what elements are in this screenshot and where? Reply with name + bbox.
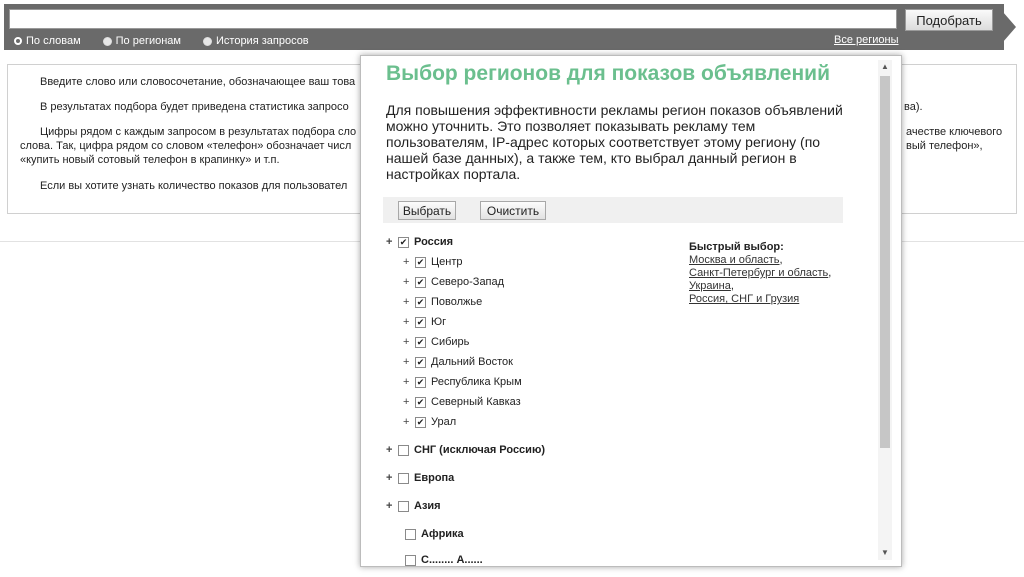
all-regions-link[interactable]: Все регионы bbox=[834, 34, 899, 46]
instruction-text: Если вы хотите узнать количество показов для пользовател bbox=[40, 180, 348, 192]
region-label: Юг bbox=[431, 316, 447, 328]
separator: , bbox=[779, 254, 783, 266]
instruction-text: вый телефон», bbox=[906, 140, 983, 152]
mode-label: По словам bbox=[26, 35, 81, 47]
region-label: С........ А...... bbox=[421, 554, 483, 566]
expand-icon[interactable]: + bbox=[403, 336, 410, 348]
search-bar-arrow bbox=[996, 4, 1016, 50]
radio-selected-icon[interactable] bbox=[14, 37, 22, 45]
dialog-scrollbar[interactable] bbox=[878, 60, 892, 560]
region-item[interactable] bbox=[403, 316, 446, 328]
search-mode-tabs bbox=[14, 34, 331, 48]
quick-link-ukraine[interactable]: Украина bbox=[689, 280, 731, 292]
region-label: Азия bbox=[414, 500, 441, 512]
instruction-text: ва). bbox=[904, 101, 923, 113]
quick-link-russia-cis-georgia[interactable]: Россия, СНГ и Грузия bbox=[689, 293, 800, 305]
checkbox-checked[interactable]: ✔ bbox=[416, 276, 425, 287]
checkbox[interactable] bbox=[405, 555, 416, 566]
region-partial[interactable] bbox=[405, 554, 483, 566]
checkbox[interactable] bbox=[398, 501, 409, 512]
region-item[interactable] bbox=[403, 256, 463, 268]
checkbox-checked[interactable]: ✔ bbox=[416, 256, 425, 267]
region-item[interactable] bbox=[403, 356, 513, 368]
checkbox-checked[interactable]: ✔ bbox=[416, 416, 425, 427]
region-label: Африка bbox=[421, 528, 464, 540]
expand-icon[interactable]: + bbox=[386, 444, 393, 456]
expand-icon[interactable]: + bbox=[403, 296, 410, 308]
region-asia[interactable] bbox=[386, 500, 441, 512]
expand-icon[interactable]: + bbox=[403, 356, 410, 368]
region-label: Урал bbox=[431, 416, 457, 428]
instruction-text: слова. Так, цифра рядом со словом «телефон» обозначает числ bbox=[20, 140, 352, 152]
region-label: СНГ (исключая Россию) bbox=[414, 444, 545, 456]
dialog-toolbar bbox=[383, 197, 843, 223]
radio-icon[interactable] bbox=[103, 37, 112, 46]
instruction-text: Введите слово или словосочетание, обозначающее ваш това bbox=[40, 76, 356, 88]
separator: , bbox=[828, 267, 832, 279]
checkbox[interactable] bbox=[405, 529, 416, 540]
region-item[interactable] bbox=[403, 416, 456, 428]
search-button[interactable]: Подобрать bbox=[905, 9, 993, 31]
checkbox-checked[interactable]: ✔ bbox=[416, 396, 425, 407]
quick-select bbox=[689, 241, 831, 306]
quick-select-title: Быстрый выбор: bbox=[689, 241, 784, 253]
quick-link-spb[interactable]: Санкт-Петербург и область bbox=[689, 267, 829, 279]
checkbox-checked[interactable]: ✔ bbox=[416, 296, 425, 307]
region-label: Поволжье bbox=[431, 296, 483, 308]
expand-icon[interactable]: + bbox=[403, 396, 410, 408]
expand-icon[interactable]: + bbox=[386, 500, 393, 512]
instruction-text: ачестве ключевого bbox=[906, 126, 1003, 138]
region-label: Центр bbox=[431, 256, 463, 268]
instruction-text: В результатах подбора будет приведена статистика запросо bbox=[40, 101, 349, 113]
region-label: Сибирь bbox=[431, 336, 470, 348]
region-europe[interactable] bbox=[386, 472, 454, 484]
region-label: Республика Крым bbox=[431, 376, 522, 388]
checkbox-checked[interactable]: ✔ bbox=[416, 356, 425, 367]
scrollbar-thumb[interactable] bbox=[880, 76, 890, 448]
expand-icon[interactable]: + bbox=[403, 316, 410, 328]
checkbox[interactable] bbox=[398, 473, 409, 484]
region-label: Европа bbox=[414, 472, 455, 484]
region-item[interactable] bbox=[403, 296, 482, 308]
mode-by-regions[interactable] bbox=[103, 34, 181, 48]
select-button[interactable]: Выбрать bbox=[398, 201, 456, 220]
region-selection-dialog bbox=[360, 55, 902, 567]
scroll-up-icon[interactable]: ▲ bbox=[881, 62, 889, 71]
expand-icon[interactable]: + bbox=[403, 416, 410, 428]
expand-icon[interactable]: + bbox=[403, 276, 410, 288]
checkbox[interactable] bbox=[398, 445, 409, 456]
expand-icon[interactable]: + bbox=[403, 256, 410, 268]
region-label: Дальний Восток bbox=[431, 356, 513, 368]
region-russia[interactable] bbox=[386, 236, 453, 248]
separator: , bbox=[730, 280, 734, 292]
checkbox-checked[interactable]: ✔ bbox=[416, 376, 425, 387]
mode-by-words[interactable] bbox=[14, 34, 81, 48]
expand-icon[interactable]: + bbox=[386, 472, 393, 484]
clear-button[interactable]: Очистить bbox=[480, 201, 546, 220]
dialog-title: Выбор регионов для показов объявлений bbox=[386, 62, 830, 85]
region-cis[interactable] bbox=[386, 444, 545, 456]
checkbox-checked[interactable]: ✔ bbox=[399, 236, 408, 247]
search-input[interactable] bbox=[9, 9, 897, 29]
quick-link-moscow[interactable]: Москва и область bbox=[689, 254, 780, 266]
region-label: Северный Кавказ bbox=[431, 396, 521, 408]
region-item[interactable] bbox=[403, 376, 522, 388]
mode-label: По регионам bbox=[115, 35, 181, 47]
region-item[interactable] bbox=[403, 396, 521, 408]
expand-icon[interactable]: + bbox=[403, 376, 410, 388]
dialog-description: Для повышения эффективности рекламы регион показов объявлений можно уточнить. Это позволяет показывать рекламу тем пользователям, IP-адрес которых соответствует этому региону (по нашей базе данных), а также тем, кто выбрал данный регион в настройках портала. bbox=[386, 102, 843, 182]
region-label: Северо-Запад bbox=[431, 276, 505, 288]
region-item[interactable] bbox=[403, 336, 469, 348]
radio-icon[interactable] bbox=[203, 37, 212, 46]
checkbox-checked[interactable]: ✔ bbox=[416, 336, 425, 347]
mode-label: История запросов bbox=[216, 35, 309, 47]
scroll-down-icon[interactable]: ▼ bbox=[881, 548, 889, 557]
instruction-text: Цифры рядом с каждым запросом в результатах подбора сло bbox=[40, 126, 357, 138]
checkbox-checked[interactable]: ✔ bbox=[416, 316, 425, 327]
instruction-text: «купить новый сотовый телефон в крапинку» и т.п. bbox=[20, 154, 280, 166]
region-label: Россия bbox=[414, 236, 454, 248]
mode-history[interactable] bbox=[203, 34, 309, 48]
region-item[interactable] bbox=[403, 276, 504, 288]
expand-icon[interactable]: + bbox=[386, 236, 393, 248]
region-africa[interactable] bbox=[405, 528, 464, 540]
